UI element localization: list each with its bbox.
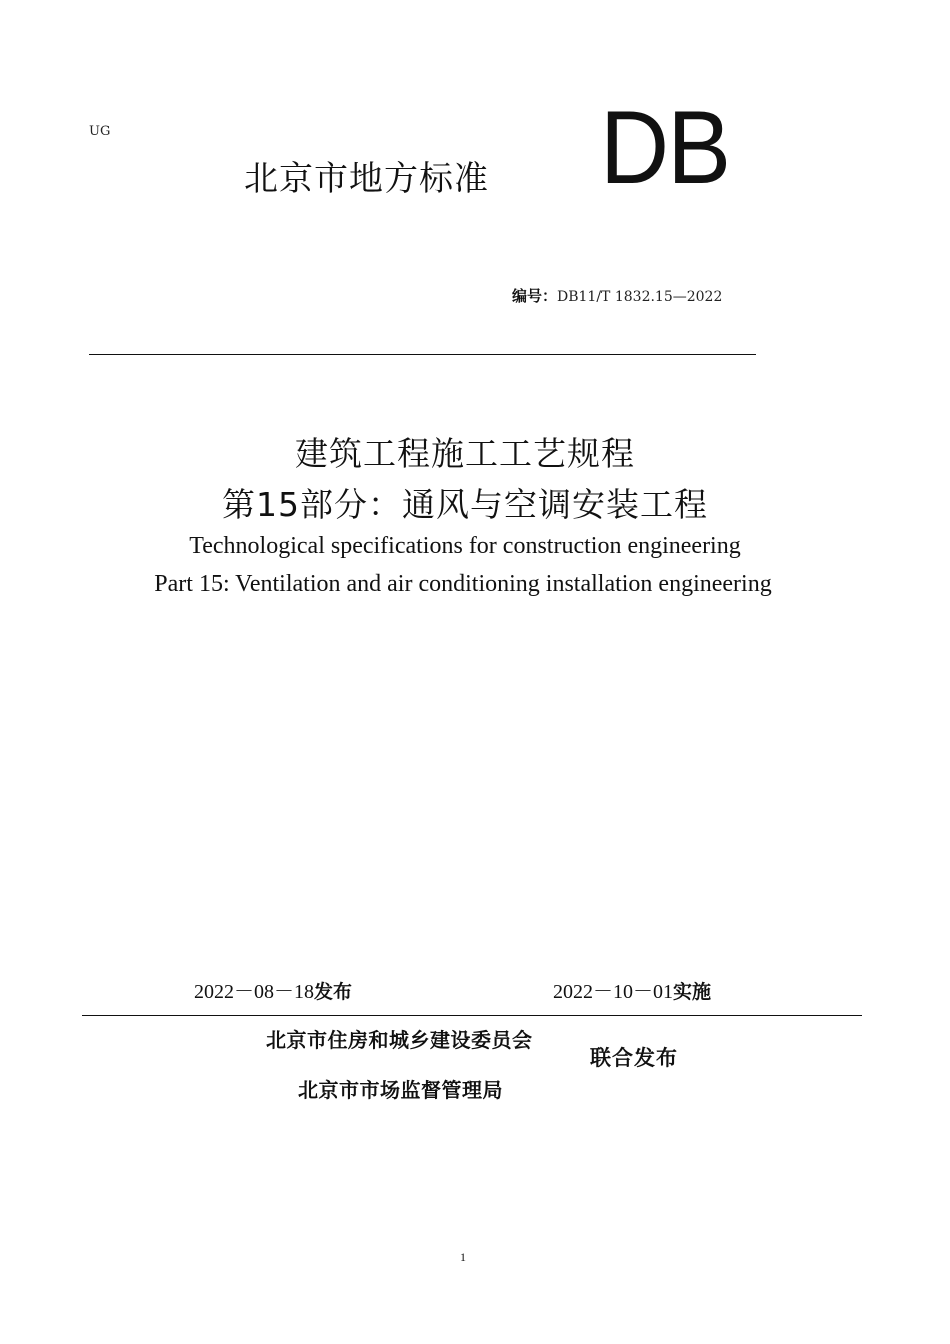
publish-date bbox=[194, 975, 352, 1004]
top-divider bbox=[89, 354, 756, 355]
issuer-market-regulation: 北京市市场监督管理局 bbox=[298, 1078, 503, 1102]
publish-date-value: 2022－08－18 bbox=[194, 981, 314, 1003]
title-english-line-2: Part 15: Ventilation and air conditioning installation engineering bbox=[154, 571, 772, 597]
title-english-line-1: Technological specifications for construction engineering bbox=[189, 533, 741, 559]
effective-label: 实施 bbox=[673, 981, 712, 1003]
title-chinese-line-1: 建筑工程施工工艺规程 bbox=[295, 434, 635, 473]
joint-release-label: 联合发布 bbox=[590, 1046, 678, 1070]
effective-date-value: 2022－10－01 bbox=[553, 981, 673, 1003]
title-chinese-line-2: 第15部分：通风与空调安装工程 bbox=[222, 485, 708, 524]
db-mark: DB bbox=[600, 90, 730, 206]
page-number: 1 bbox=[460, 1250, 466, 1264]
standard-code-value: DB11/T 1832.15—2022 bbox=[557, 289, 723, 305]
standard-type-title: 北京市地方标准 bbox=[244, 159, 489, 199]
effective-date bbox=[553, 975, 711, 1004]
issuer-housing-commission: 北京市住房和城乡建设委员会 bbox=[266, 1028, 533, 1052]
standard-code bbox=[512, 285, 722, 306]
bottom-divider bbox=[82, 1015, 862, 1016]
corner-mark: UG bbox=[89, 124, 111, 139]
standard-code-label: 编号： bbox=[512, 287, 558, 305]
publish-label: 发布 bbox=[314, 981, 353, 1003]
